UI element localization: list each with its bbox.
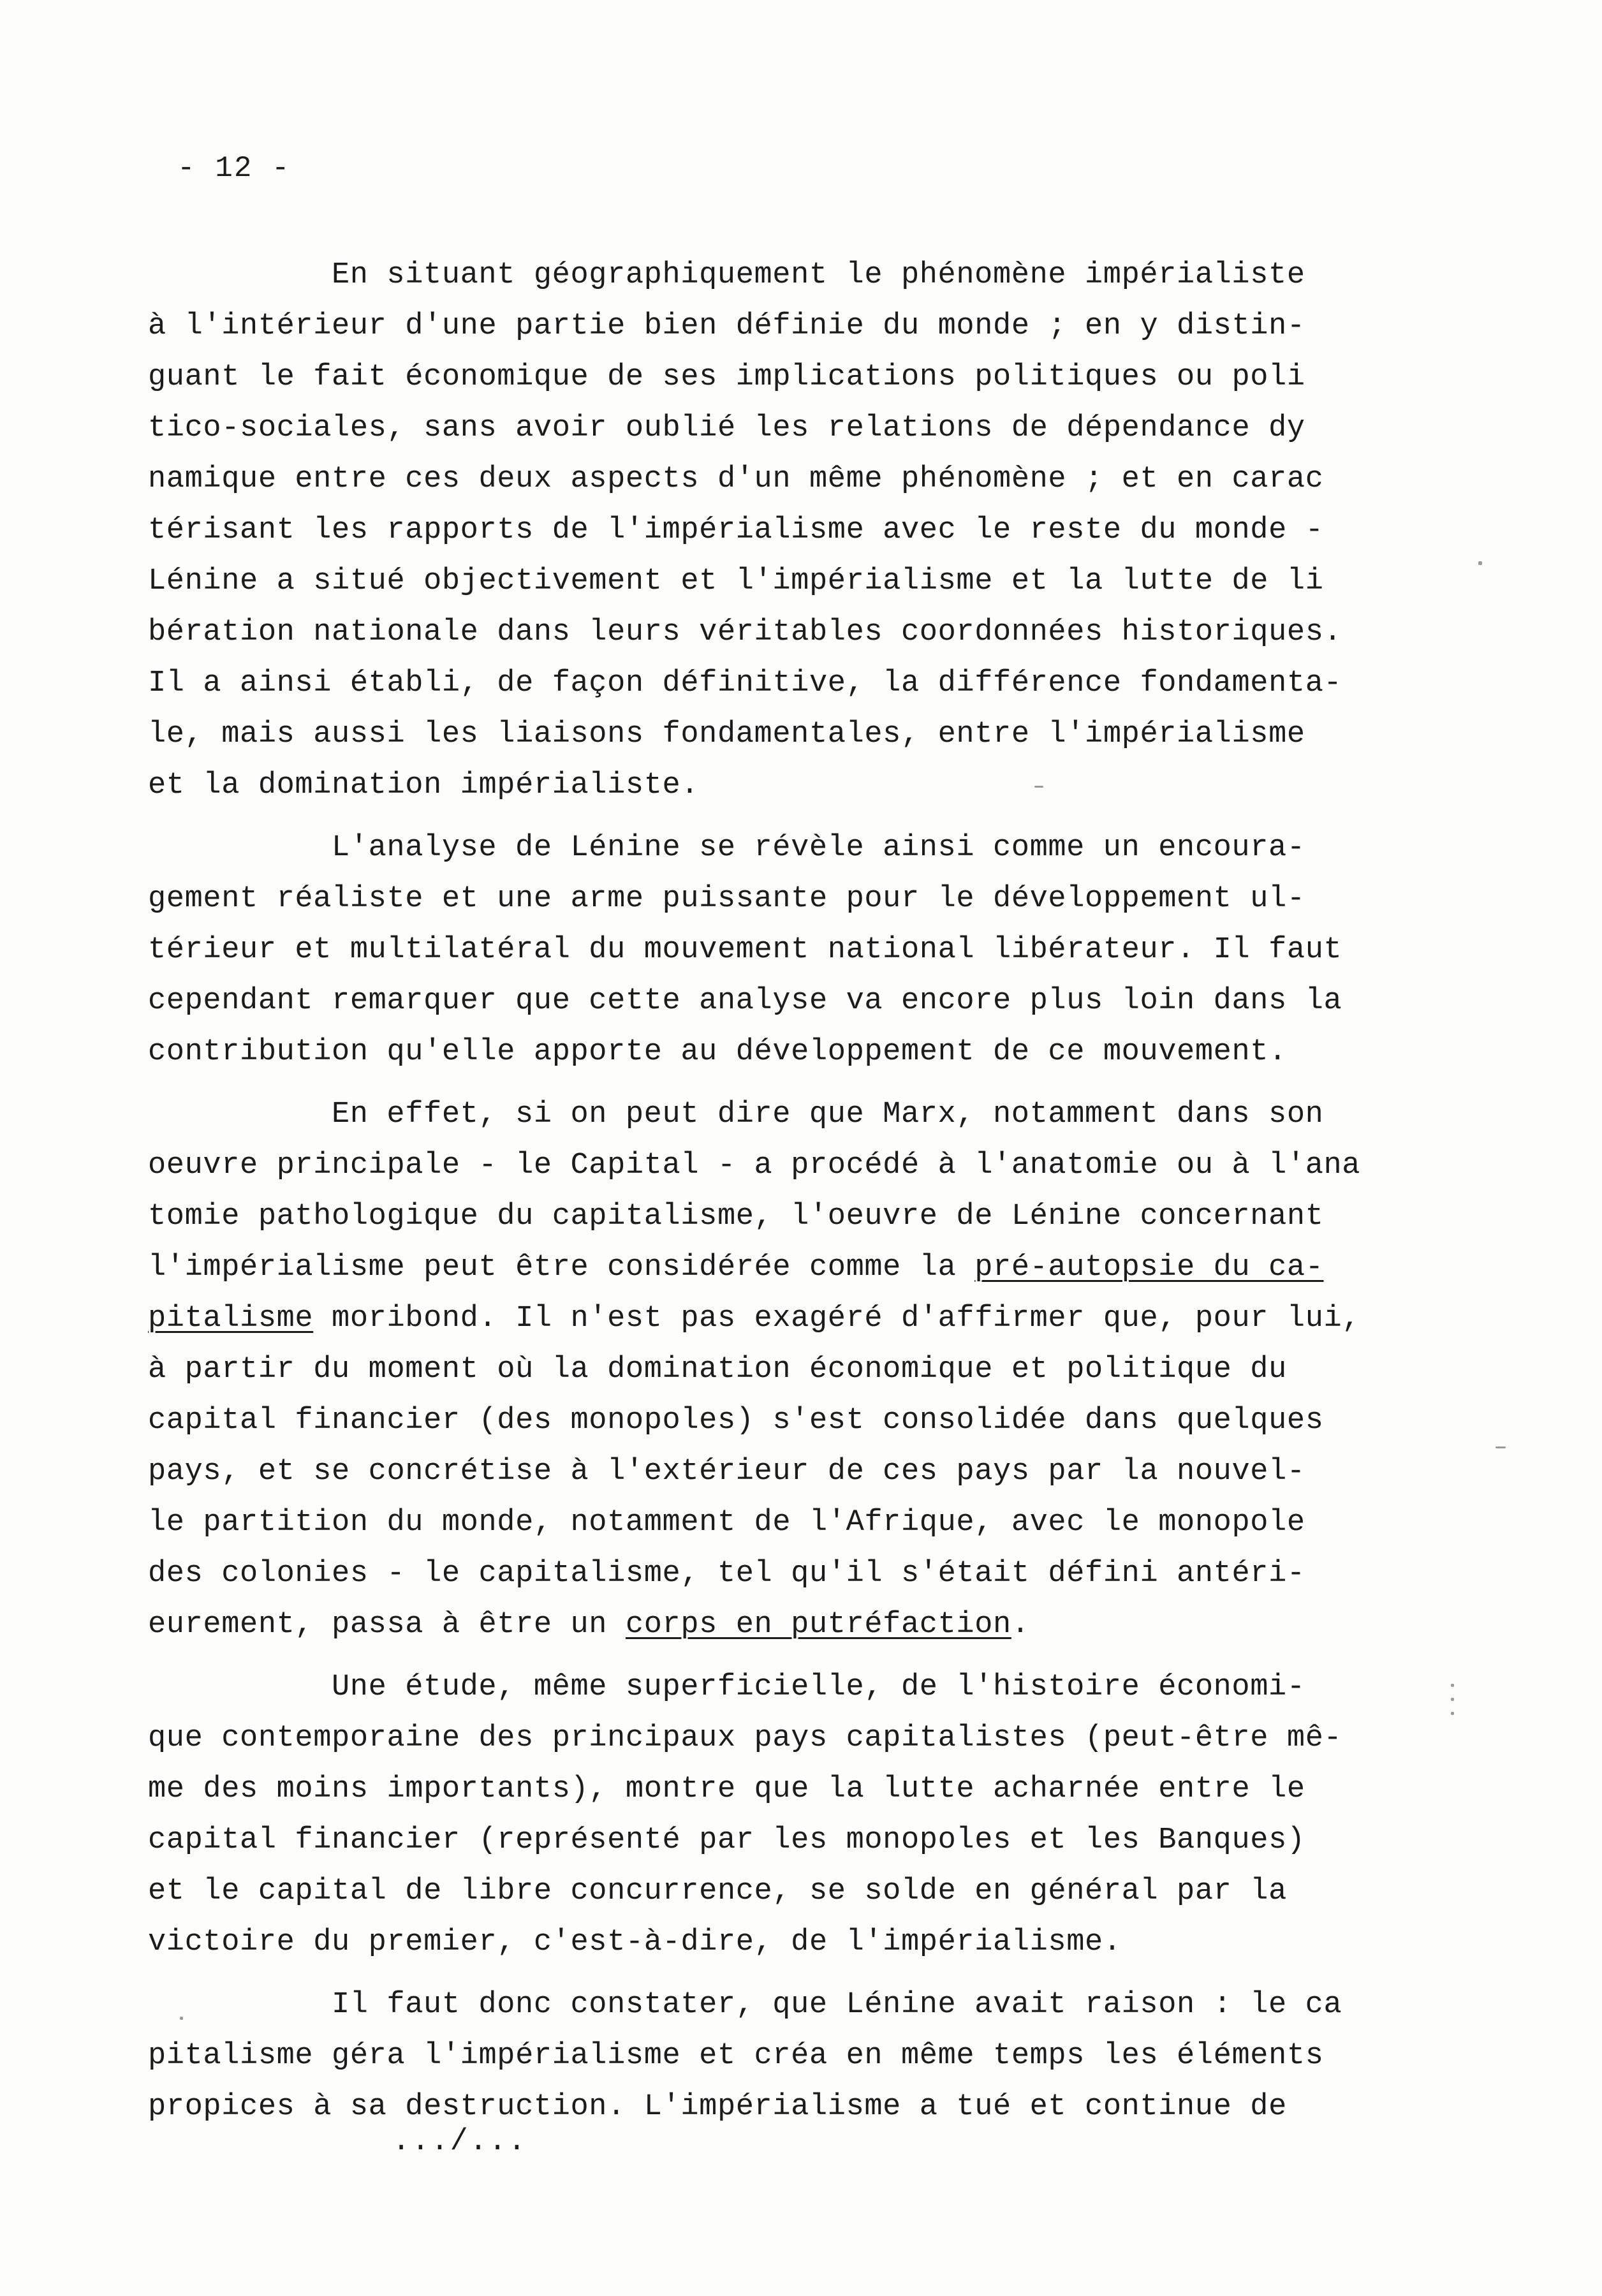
text-segment: l'impérialisme peut être considérée comme la [148,1251,975,1284]
text-segment: me des moins importants), montre que la lutte acharnée entre le [148,1772,1305,1806]
text-segment: le, mais aussi les liaisons fondamentales, entre l'impérialisme [148,718,1305,751]
text-segment: oeuvre principale - le Capital - a procédé à l'anatomie ou à l'ana [148,1149,1361,1182]
text-segment: et la domination impérialiste. [148,769,700,802]
text-line [148,1089,1423,1140]
text-line [148,709,1423,760]
text-segment: gement réaliste et une arme puissante pour le développement ul- [148,882,1305,916]
text-line [148,1395,1423,1446]
text-line [148,2082,1423,2133]
text-line [148,1293,1423,1344]
text-line [148,403,1423,454]
text-line [148,1600,1423,1651]
text-line [148,925,1423,976]
text-segment: namique entre ces deux aspects d'un même phénomène ; et en carac [148,462,1324,496]
text-segment: . [1011,1608,1030,1642]
text-line [148,352,1423,403]
text-segment: eurement, passa à être un [148,1608,626,1642]
text-segment: à partir du moment où la domination économique et politique du [148,1353,1287,1387]
scan-speck [180,2017,183,2020]
text-segment: guant le fait économique de ses implications politiques ou poli [148,360,1305,394]
text-line [148,1980,1423,2031]
text-segment: pays, et se concrétise à l'extérieur de ces pays par la nouvel- [148,1455,1305,1489]
paragraph [148,1980,1423,2133]
text-segment: bération nationale dans leurs véritables coordonnées historiques. [148,615,1342,649]
text-line [148,1446,1423,1498]
text-line [148,1344,1423,1395]
scan-speck [1451,1698,1454,1701]
text-segment: Une étude, même superficielle, de l'histoire économi- [332,1670,1305,1704]
text-segment: contribution qu'elle apporte au développement de ce mouvement. [148,1035,1287,1069]
text-segment: pitalisme géra l'impérialisme et créa en même temps les éléments [148,2039,1324,2073]
text-line [148,505,1423,556]
text-segment: tomie pathologique du capitalisme, l'oeuvre de Lénine concernant [148,1200,1324,1233]
text-segment: victoire du premier, c'est-à-dire, de l'impérialisme. [148,1925,1122,1959]
text-line [148,1242,1423,1293]
text-segment: cependant remarquer que cette analyse va encore plus loin dans la [148,984,1342,1018]
text-segment: En effet, si on peut dire que Marx, notamment dans son [332,1098,1324,1131]
continuation-marker: .../... [392,2125,527,2159]
text-segment: Lénine a situé objectivement et l'impérialisme et la lutte de li [148,564,1324,598]
text-segment: le partition du monde, notamment de l'Afrique, avec le monopole [148,1506,1305,1540]
body-text [148,250,1423,2144]
text-segment: capital financier (représenté par les monopoles et les Banques) [148,1823,1305,1857]
text-line [148,976,1423,1027]
text-line [148,301,1423,352]
paragraph [148,1089,1423,1651]
underlined-text: corps en putréfaction [625,1608,1011,1642]
text-segment: que contemporaine des principaux pays capitalistes (peut-être mê- [148,1721,1342,1755]
text-segment: Il faut donc constater, que Lénine avait raison : le ca [332,1988,1342,2022]
paragraph [148,1662,1423,1968]
text-segment: térisant les rapports de l'impérialisme avec le reste du monde - [148,513,1324,547]
scan-speck [1451,1712,1454,1715]
text-line [148,607,1423,658]
text-segment: moribond. Il n'est pas exagéré d'affirmer que, pour lui, [313,1302,1361,1336]
scan-speck [1478,561,1482,565]
text-line [148,250,1423,301]
text-line [148,1549,1423,1600]
text-line [148,1498,1423,1549]
paragraph [148,250,1423,811]
text-line [148,874,1423,925]
text-line [148,1140,1423,1191]
text-line [148,658,1423,709]
text-segment: térieur et multilatéral du mouvement national libérateur. Il faut [148,933,1342,967]
text-line [148,1027,1423,1078]
scan-speck [1034,786,1043,788]
text-segment: L'analyse de Lénine se révèle ainsi comme un encoura- [332,831,1305,865]
text-line [148,1713,1423,1764]
text-line [148,454,1423,505]
text-segment: des colonies - le capitalisme, tel qu'il s'était défini antéri- [148,1557,1305,1591]
text-line [148,1662,1423,1713]
text-line [148,2031,1423,2082]
scan-speck [1451,1684,1454,1687]
text-segment: tico-sociales, sans avoir oublié les relations de dépendance dy [148,411,1305,445]
scan-speck [1495,1446,1506,1448]
text-line [148,760,1423,811]
text-segment: En situant géographiquement le phénomène impérialiste [332,258,1305,292]
text-segment: Il a ainsi établi, de façon définitive, la différence fondamenta- [148,666,1342,700]
text-line [148,1866,1423,1917]
text-line [148,556,1423,607]
underlined-text: pré-autopsie du ca- [974,1251,1324,1284]
text-line [148,1764,1423,1815]
paragraph [148,823,1423,1078]
text-segment: propices à sa destruction. L'impérialisme a tué et continue de [148,2090,1287,2124]
text-line [148,1815,1423,1866]
text-segment: et le capital de libre concurrence, se solde en général par la [148,1874,1287,1908]
text-line [148,1191,1423,1242]
text-segment: capital financier (des monopoles) s'est consolidée dans quelques [148,1404,1324,1438]
text-line [148,823,1423,874]
page-number: - 12 - [177,152,291,185]
text-line [148,1917,1423,1968]
underlined-text: pitalisme [148,1302,314,1336]
text-segment: à l'intérieur d'une partie bien définie du monde ; en y distin- [148,309,1305,343]
